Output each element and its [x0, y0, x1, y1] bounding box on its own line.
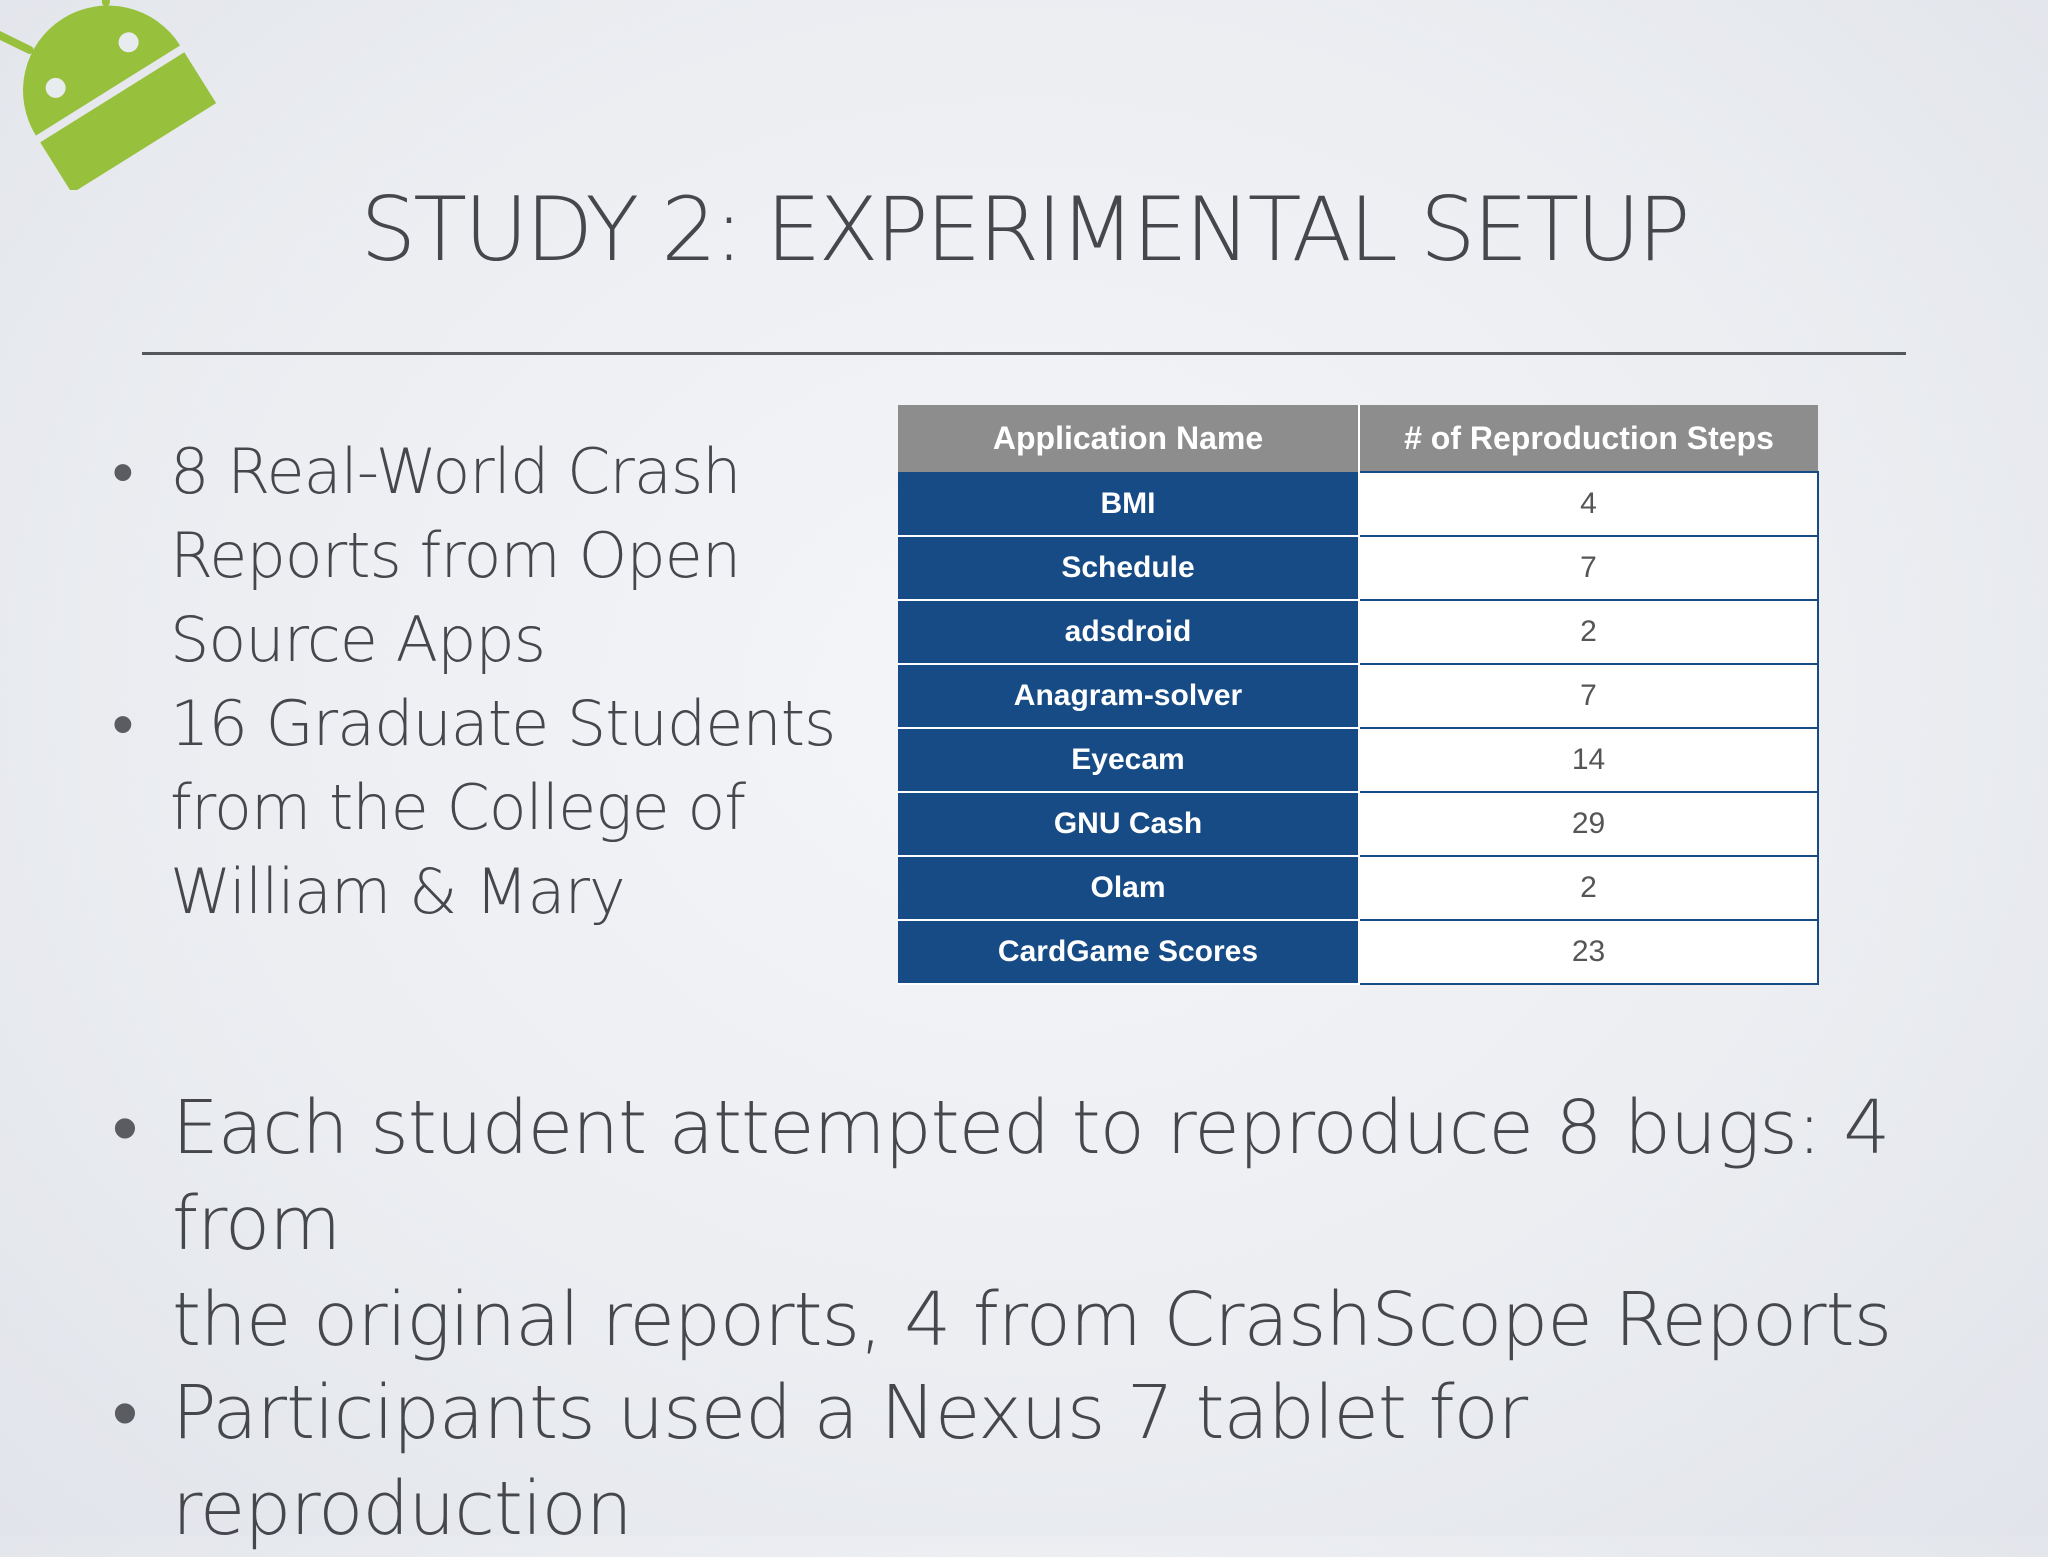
steps-cell: 4 — [1359, 472, 1818, 536]
reproduction-steps-table — [898, 405, 1819, 985]
android-robot-icon — [0, 0, 220, 190]
table-row — [898, 600, 1818, 664]
bullet-item — [112, 1365, 1992, 1557]
table-row — [898, 472, 1818, 536]
bullet-item — [112, 430, 872, 682]
steps-cell: 2 — [1359, 856, 1818, 920]
steps-cell: 2 — [1359, 600, 1818, 664]
steps-cell: 29 — [1359, 792, 1818, 856]
bullet-glyph: • — [112, 435, 133, 508]
column-header-reproduction-steps: # of Reproduction Steps — [1359, 405, 1818, 472]
table-row — [898, 728, 1818, 792]
left-bullet-list — [112, 430, 872, 934]
steps-cell: 7 — [1359, 536, 1818, 600]
application-name-cell: GNU Cash — [898, 792, 1359, 856]
application-name-cell: CardGame Scores — [898, 920, 1359, 984]
table-row — [898, 920, 1818, 984]
bullet-glyph: • — [112, 1085, 137, 1171]
slide-title: STUDY 2: EXPERIMENTAL SETUP — [360, 178, 1688, 281]
bullet-text: 16 Graduate Students from the College of William & Mary — [170, 687, 836, 928]
bullet-text: Participants used a Nexus 7 tablet for reproduction — [172, 1370, 1528, 1552]
application-name-cell: Schedule — [898, 536, 1359, 600]
application-name-cell: Olam — [898, 856, 1359, 920]
bottom-bullet-list — [112, 1080, 1992, 1368]
bullet-text: Each student attempted to reproduce 8 bugs: 4 from the original reports, 4 from CrashScope Reports — [172, 1085, 1892, 1363]
application-name-cell: adsdroid — [898, 600, 1359, 664]
application-name-cell: Anagram-solver — [898, 664, 1359, 728]
column-header-application-name: Application Name — [898, 405, 1359, 472]
table-row — [898, 664, 1818, 728]
steps-cell: 23 — [1359, 920, 1818, 984]
application-name-cell: Eyecam — [898, 728, 1359, 792]
bottom-bullet-list — [112, 1365, 1992, 1557]
bullet-text: 8 Real-World Crash Reports from Open Source Apps — [170, 435, 741, 676]
application-name-cell: BMI — [898, 472, 1359, 536]
table-row — [898, 856, 1818, 920]
table-row — [898, 536, 1818, 600]
steps-cell: 7 — [1359, 664, 1818, 728]
bullet-item — [112, 682, 872, 934]
table-row — [898, 792, 1818, 856]
bullet-glyph: • — [112, 687, 133, 760]
steps-cell: 14 — [1359, 728, 1818, 792]
table-header-row — [898, 405, 1818, 472]
title-divider — [142, 352, 1906, 355]
bullet-item — [112, 1080, 1992, 1368]
bullet-glyph: • — [112, 1370, 137, 1456]
